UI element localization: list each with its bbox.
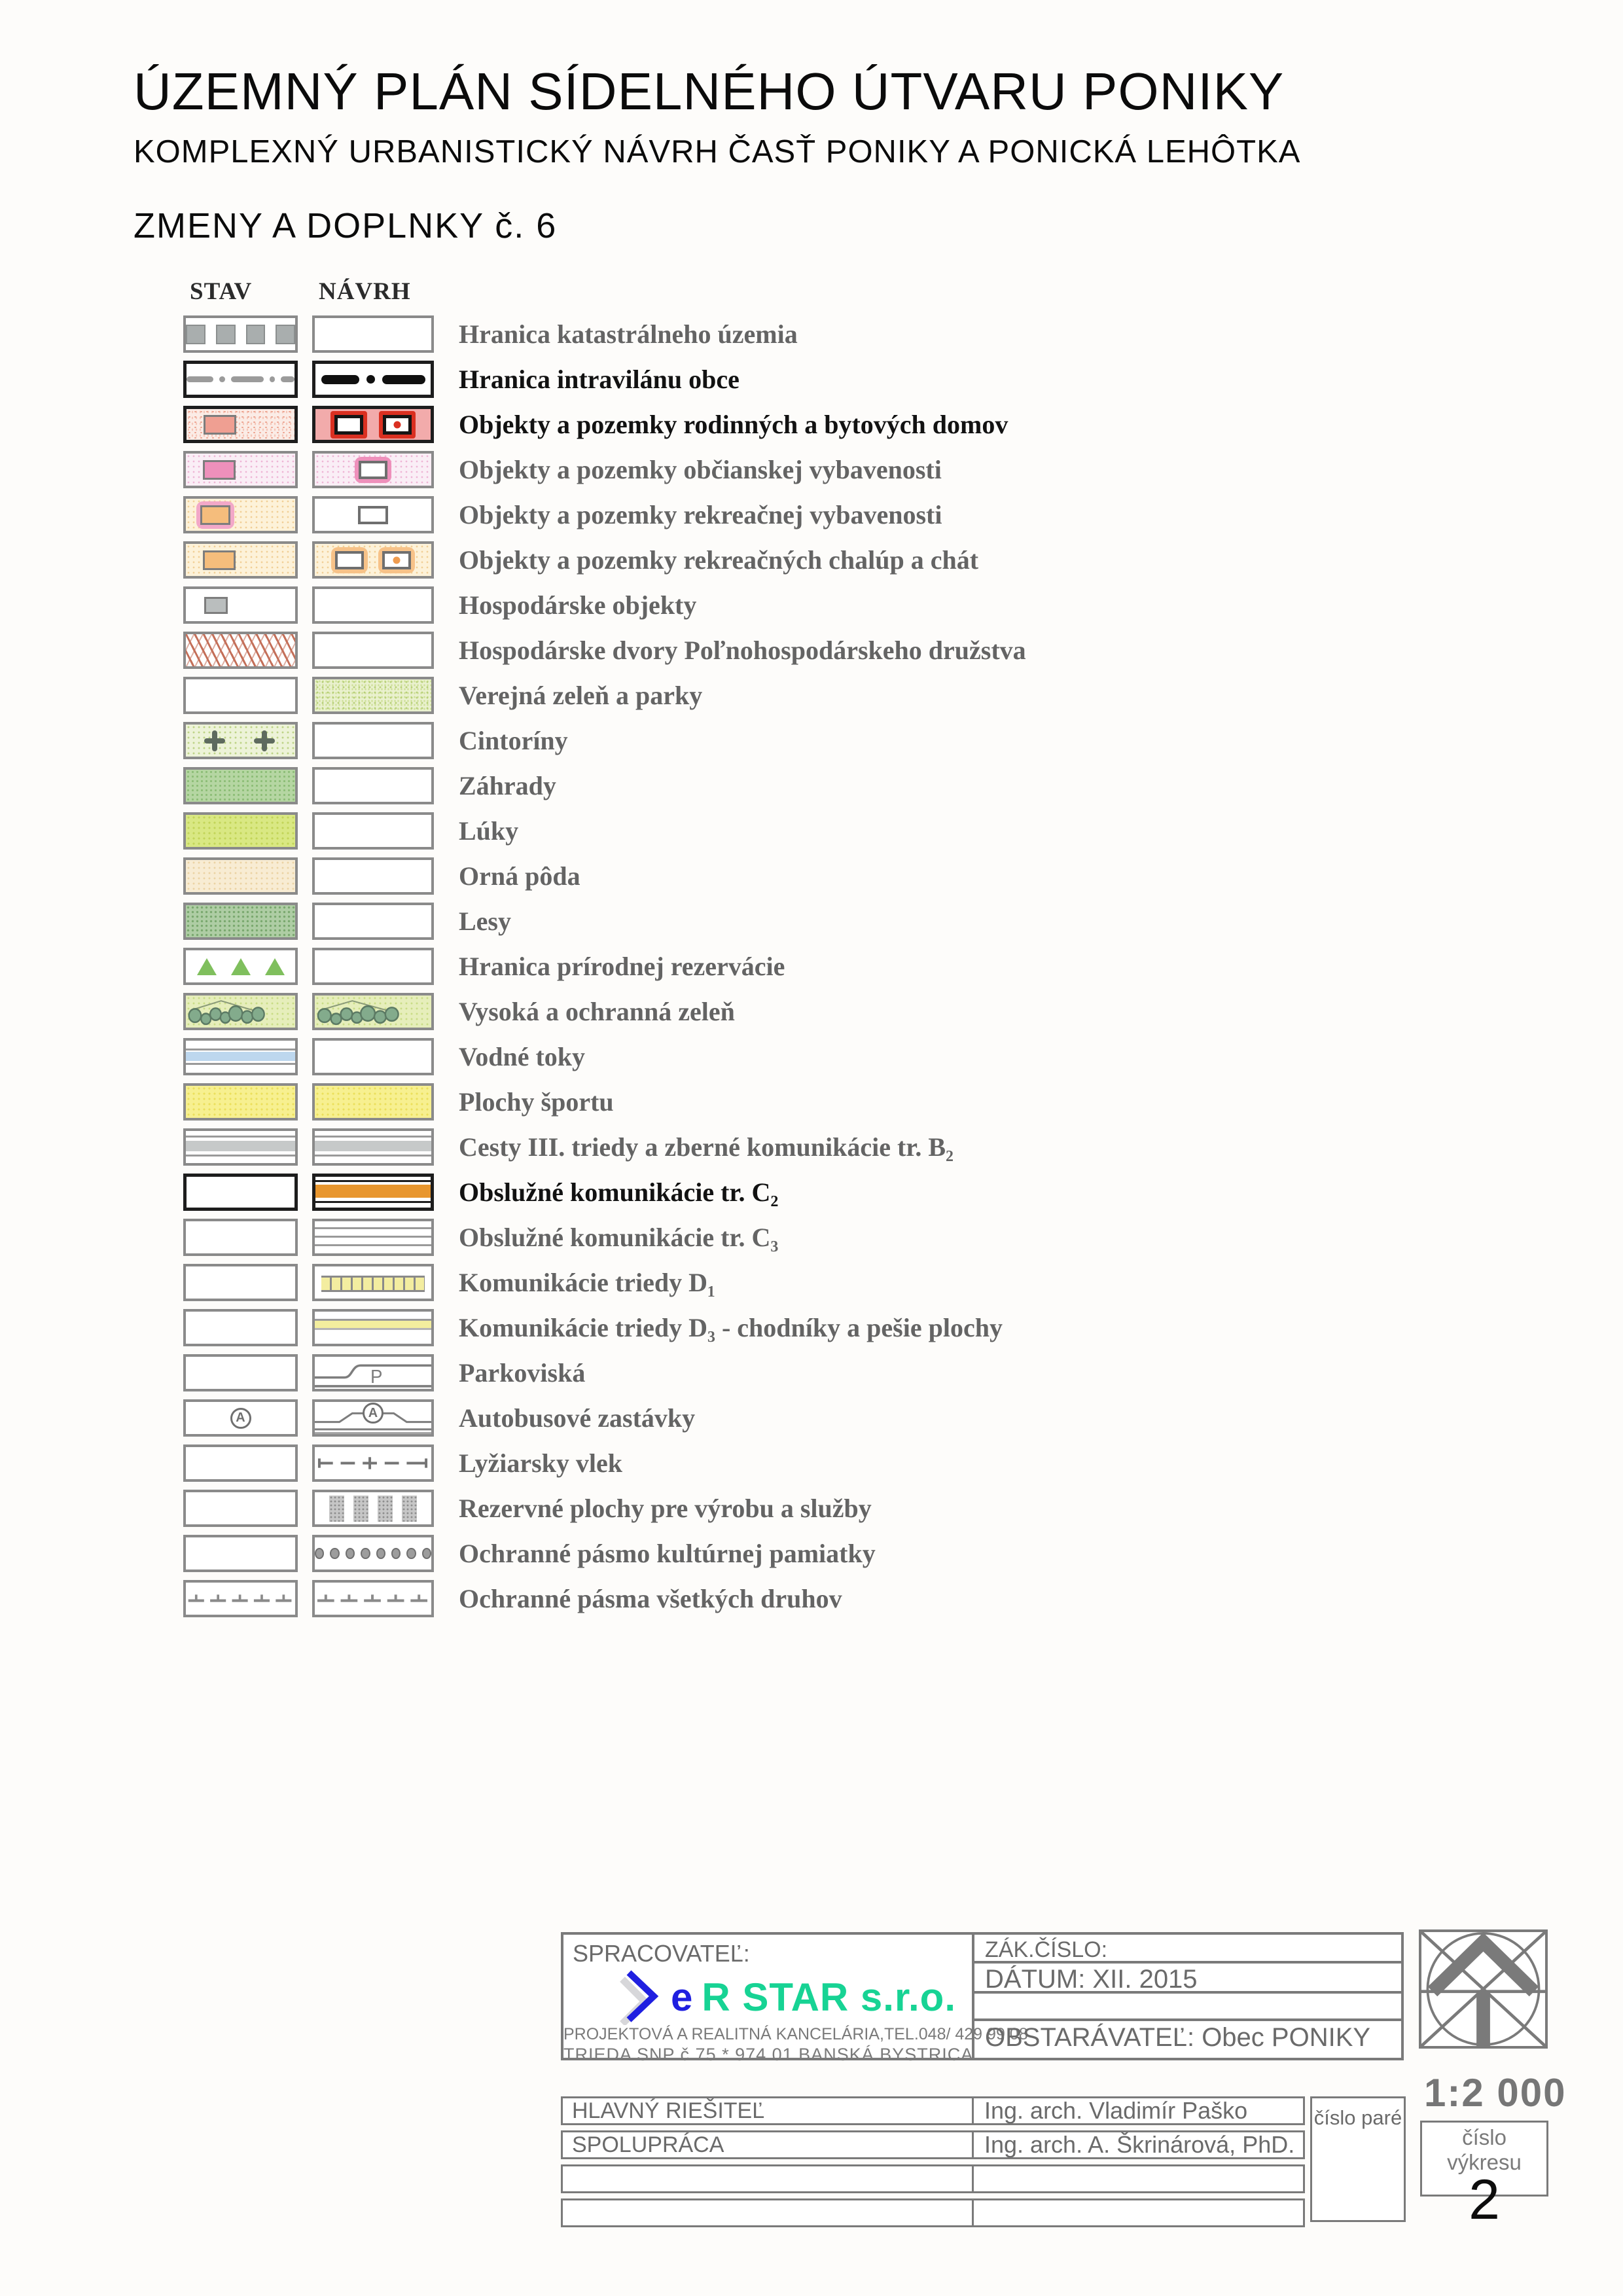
legend-row xyxy=(183,1309,1026,1346)
bus-stop-icon: A xyxy=(363,1403,383,1424)
legend-row xyxy=(183,496,1026,533)
legend-swatch-navrh xyxy=(312,1309,434,1346)
legend-row xyxy=(183,948,1026,985)
legend-swatch-stav xyxy=(183,677,298,714)
legend-row xyxy=(183,361,1026,398)
legend-swatch-stav xyxy=(183,812,298,850)
legend-swatch-navrh xyxy=(312,406,434,443)
legend-swatch-stav xyxy=(183,1535,298,1572)
legend-swatch-navrh xyxy=(312,948,434,985)
residential-proposed-symbol xyxy=(315,409,431,440)
legend-swatch-stav xyxy=(183,948,298,985)
legend-row xyxy=(183,722,1026,759)
legend-swatch-stav xyxy=(183,361,298,398)
legend-swatch-navrh xyxy=(312,857,434,895)
crew-row xyxy=(561,2198,1305,2227)
legend-swatch-navrh xyxy=(312,1128,434,1166)
legend-row xyxy=(183,1354,1026,1391)
legend-swatch-navrh xyxy=(312,993,434,1030)
legend-label: Hranica intravilánu obce xyxy=(459,365,740,394)
legend-row xyxy=(183,632,1026,669)
legend-swatch-stav xyxy=(183,903,298,940)
legend-swatch-navrh xyxy=(312,1264,434,1301)
legend-row xyxy=(183,677,1026,714)
legend-swatch-stav xyxy=(183,541,298,579)
legend-swatch-navrh xyxy=(312,1490,434,1527)
legend-label: Záhrady xyxy=(459,771,556,800)
crew-role xyxy=(563,2200,974,2225)
legend-swatch-stav xyxy=(183,993,298,1030)
legend-rows xyxy=(183,315,1026,1625)
footpath-band xyxy=(315,1321,431,1328)
map-scale: 1:2 000 xyxy=(1424,2071,1567,2115)
legend-swatch-navrh xyxy=(312,1038,434,1075)
legend-swatch-navrh xyxy=(312,677,434,714)
road-d1-symbol xyxy=(321,1276,425,1292)
drawing-number-label: číslo výkresu xyxy=(1447,2125,1522,2174)
legend-swatch-stav xyxy=(183,1490,298,1527)
legend-label: Verejná zeleň a parky xyxy=(459,681,703,710)
legend-swatch-stav xyxy=(183,1264,298,1301)
datum-field: DÁTUM: XII. 2015 xyxy=(974,1964,1401,1994)
zak-cislo-field: ZÁK.ČÍSLO: xyxy=(974,1935,1401,1964)
page-section-title: ZMENY A DOPLNKY č. 6 xyxy=(134,206,558,245)
legend-row xyxy=(183,857,1026,895)
legend-label: Rezervné plochy pre výrobu a služby xyxy=(459,1494,872,1523)
recreation-proposed-symbol xyxy=(315,499,431,531)
crew-row xyxy=(561,2130,1305,2159)
building-existing-symbol xyxy=(204,415,236,435)
legend-swatch-navrh xyxy=(312,903,434,940)
legend-swatch-stav xyxy=(183,451,298,488)
legend-swatch-navrh xyxy=(312,1580,434,1617)
crew-name: Ing. arch. Vladimír Paško xyxy=(984,2097,1248,2124)
legend-row xyxy=(183,1128,1026,1166)
legend-row xyxy=(183,541,1026,579)
legend-swatch-stav xyxy=(183,632,298,669)
legend-row xyxy=(183,1264,1026,1301)
crew-role xyxy=(563,2166,974,2191)
house-logo-icon xyxy=(1421,1932,1545,2046)
legend-label: Autobusové zastávky xyxy=(459,1403,696,1433)
legend-row xyxy=(183,812,1026,850)
legend-swatch-navrh xyxy=(312,541,434,579)
legend-row xyxy=(183,451,1026,488)
legend-swatch-stav xyxy=(183,1580,298,1617)
bus-stop-icon: A xyxy=(230,1408,251,1429)
ski-lift-symbol xyxy=(315,1447,431,1479)
built-up-boundary-proposed-symbol xyxy=(315,364,431,395)
legend-row xyxy=(183,406,1026,443)
legend-label: Hospodárske dvory Poľnohospodárskeho družstva xyxy=(459,636,1026,665)
legend-column-header-navrh: NÁVRH xyxy=(319,278,411,305)
road-b2-band xyxy=(315,1141,431,1151)
crew-name: Ing. arch. A. Škrinárová, PhD. xyxy=(984,2131,1295,2158)
legend-row xyxy=(183,1174,1026,1211)
parking-symbol xyxy=(315,1357,431,1389)
crew-role: SPOLUPRÁCA xyxy=(563,2132,974,2157)
road-b2-band xyxy=(186,1141,295,1151)
legend-label: Lyžiarsky vlek xyxy=(459,1448,623,1478)
legend-swatch-stav xyxy=(183,406,298,443)
protection-zones-symbol xyxy=(315,1583,431,1615)
legend-swatch-stav xyxy=(183,1128,298,1166)
legend-label: Cintoríny xyxy=(459,726,568,755)
chevron-logo-icon xyxy=(620,1969,662,2025)
legend-swatch-navrh xyxy=(312,496,434,533)
legend-row xyxy=(183,1399,1026,1437)
legend-swatch-navrh xyxy=(312,1444,434,1482)
legend-swatch-navrh xyxy=(312,451,434,488)
legend-swatch-stav xyxy=(183,767,298,804)
page-title: ÚZEMNÝ PLÁN SÍDELNÉHO ÚTVARU PONIKY xyxy=(134,62,1285,120)
legend-swatch-stav xyxy=(183,1309,298,1346)
architect-stamp-logo xyxy=(1419,1929,1548,2049)
legend-label: Lúky xyxy=(459,816,519,846)
legend-row xyxy=(183,315,1026,353)
recreation-existing-symbol xyxy=(186,499,295,531)
legend-label: Obslužné komunikácie tr. C₃ xyxy=(459,1223,779,1252)
title-block-author-cell xyxy=(563,1935,1028,2064)
civic-existing-symbol xyxy=(203,460,236,480)
company-address-line2: TRIEDA SNP č.75 * 974 01 BANSKÁ BYSTRICA xyxy=(563,2045,974,2064)
monument-zone-symbol xyxy=(315,1537,431,1570)
company-address-line1: PROJEKTOVÁ A REALITNÁ KANCELÁRIA,TEL.048/ 429 99 08 xyxy=(563,2025,1028,2043)
legend-label: Obslužné komunikácie tr. C₂ xyxy=(459,1177,779,1207)
legend-row xyxy=(183,1038,1026,1075)
cadastre-boundary-symbol xyxy=(186,318,295,350)
legend-row xyxy=(183,1444,1026,1482)
legend-swatch-navrh xyxy=(312,632,434,669)
legend-label: Plochy športu xyxy=(459,1087,614,1117)
legend-swatch-stav xyxy=(183,1444,298,1482)
empty-field xyxy=(974,1994,1401,2021)
legend-swatch-navrh xyxy=(312,1535,434,1572)
drawing-number-box xyxy=(1420,2121,1548,2231)
legend-label: Objekty a pozemky rekreačnej vybavenosti xyxy=(459,500,942,529)
legend-label: Ochranné pásmo kultúrnej pamiatky xyxy=(459,1539,876,1568)
legend-label: Hospodárske objekty xyxy=(459,590,697,620)
legend-row xyxy=(183,993,1026,1030)
legend-label: Orná pôda xyxy=(459,861,580,891)
greenery-circles-symbol xyxy=(315,996,431,1028)
legend-swatch-navrh xyxy=(312,315,434,353)
company-logo xyxy=(620,1969,956,2025)
cottages-proposed-symbol xyxy=(315,544,431,576)
legend-label: Hranica prírodnej rezervácie xyxy=(459,952,785,981)
legend-swatch-navrh xyxy=(312,1219,434,1256)
svg-text:P: P xyxy=(370,1366,383,1387)
legend-row xyxy=(183,767,1026,804)
legend-swatch-stav xyxy=(183,586,298,624)
crew-name xyxy=(974,2166,1303,2191)
legend-row xyxy=(183,1083,1026,1121)
protection-zones-symbol xyxy=(186,1583,295,1615)
legend-swatch-navrh xyxy=(312,586,434,624)
legend-swatch-stav xyxy=(183,1174,298,1211)
legend-swatch-navrh xyxy=(312,1399,434,1437)
legend-swatch-stav xyxy=(183,1083,298,1121)
legend-label: Vodné toky xyxy=(459,1042,586,1071)
cross-icon xyxy=(204,730,225,751)
legend-row xyxy=(183,903,1026,940)
crew-table xyxy=(561,2096,1305,2233)
legend-label: Ochranné pásma všetkých druhov xyxy=(459,1584,842,1613)
legend-swatch-navrh xyxy=(312,767,434,804)
nature-reserve-symbol xyxy=(186,950,295,982)
legend-swatch-navrh xyxy=(312,361,434,398)
legend-label: Objekty a pozemky rodinných a bytových domov xyxy=(459,410,1008,439)
page-subtitle: KOMPLEXNÝ URBANISTICKÝ NÁVRH ČASŤ PONIKY A PONICKÁ LEHÔTKA xyxy=(134,134,1301,170)
cross-icon xyxy=(254,730,275,751)
legend-label: Vysoká a ochranná zeleň xyxy=(459,997,735,1026)
legend-swatch-stav xyxy=(183,1399,298,1437)
spracovatel-label: SPRACOVATEĽ: xyxy=(573,1940,750,1967)
obstaravatel-field: OBSTARÁVATEĽ: Obec PONIKY xyxy=(985,2023,1371,2052)
legend-label: Objekty a pozemky rekreačných chalúp a chát xyxy=(459,545,979,575)
crew-role: HLAVNÝ RIEŠITEĽ xyxy=(563,2098,974,2123)
road-c2-band xyxy=(315,1185,431,1198)
legend-swatch-stav xyxy=(183,315,298,353)
reserved-areas-symbol xyxy=(315,1492,431,1524)
cottage-existing-symbol xyxy=(203,550,236,570)
legend-label: Hranica katastrálneho územia xyxy=(459,319,798,349)
crew-row xyxy=(561,2096,1305,2125)
legend-label: Lesy xyxy=(459,906,511,936)
logo-text-e: e xyxy=(671,1975,693,2019)
cislo-pare-box: číslo paré xyxy=(1310,2096,1406,2222)
legend-label: Parkoviská xyxy=(459,1358,586,1388)
legend-label: Komunikácie triedy D₁ xyxy=(459,1268,715,1297)
legend-swatch-navrh xyxy=(312,812,434,850)
drawing-number: 2 xyxy=(1469,2168,1500,2231)
crew-name xyxy=(974,2200,1303,2225)
legend-row xyxy=(183,586,1026,624)
logo-text-name: R STAR s.r.o. xyxy=(702,1975,956,2019)
legend-column-header-stav: STAV xyxy=(190,278,253,305)
legend-row xyxy=(183,1219,1026,1256)
legend-swatch-navrh xyxy=(312,1354,434,1391)
title-block xyxy=(561,1932,1404,2064)
built-up-boundary-existing-symbol xyxy=(187,364,294,395)
legend-label: Objekty a pozemky občianskej vybavenosti xyxy=(459,455,942,484)
legend-swatch-navrh xyxy=(312,1083,434,1121)
legend-row xyxy=(183,1490,1026,1527)
farm-building-symbol xyxy=(204,597,228,614)
legend-swatch-stav xyxy=(183,496,298,533)
legend-swatch-stav xyxy=(183,1038,298,1075)
legend-swatch-navrh xyxy=(312,722,434,759)
civic-proposed-symbol xyxy=(315,454,431,486)
greenery-circles-symbol xyxy=(186,996,295,1028)
legend-label: Cesty III. triedy a zberné komunikácie tr. B₂ xyxy=(459,1132,954,1162)
legend-label: Komunikácie triedy D₃ - chodníky a pešie plochy xyxy=(459,1313,1003,1342)
legend-swatch-stav xyxy=(183,857,298,895)
legend-swatch-stav xyxy=(183,1219,298,1256)
legend-swatch-stav xyxy=(183,722,298,759)
title-block-info-cells xyxy=(974,1935,1401,2058)
legend-swatch-navrh xyxy=(312,1174,434,1211)
legend-swatch-stav xyxy=(183,1354,298,1391)
legend-row xyxy=(183,1535,1026,1572)
legend-row xyxy=(183,1580,1026,1617)
water-band xyxy=(186,1052,295,1061)
crew-row xyxy=(561,2164,1305,2193)
